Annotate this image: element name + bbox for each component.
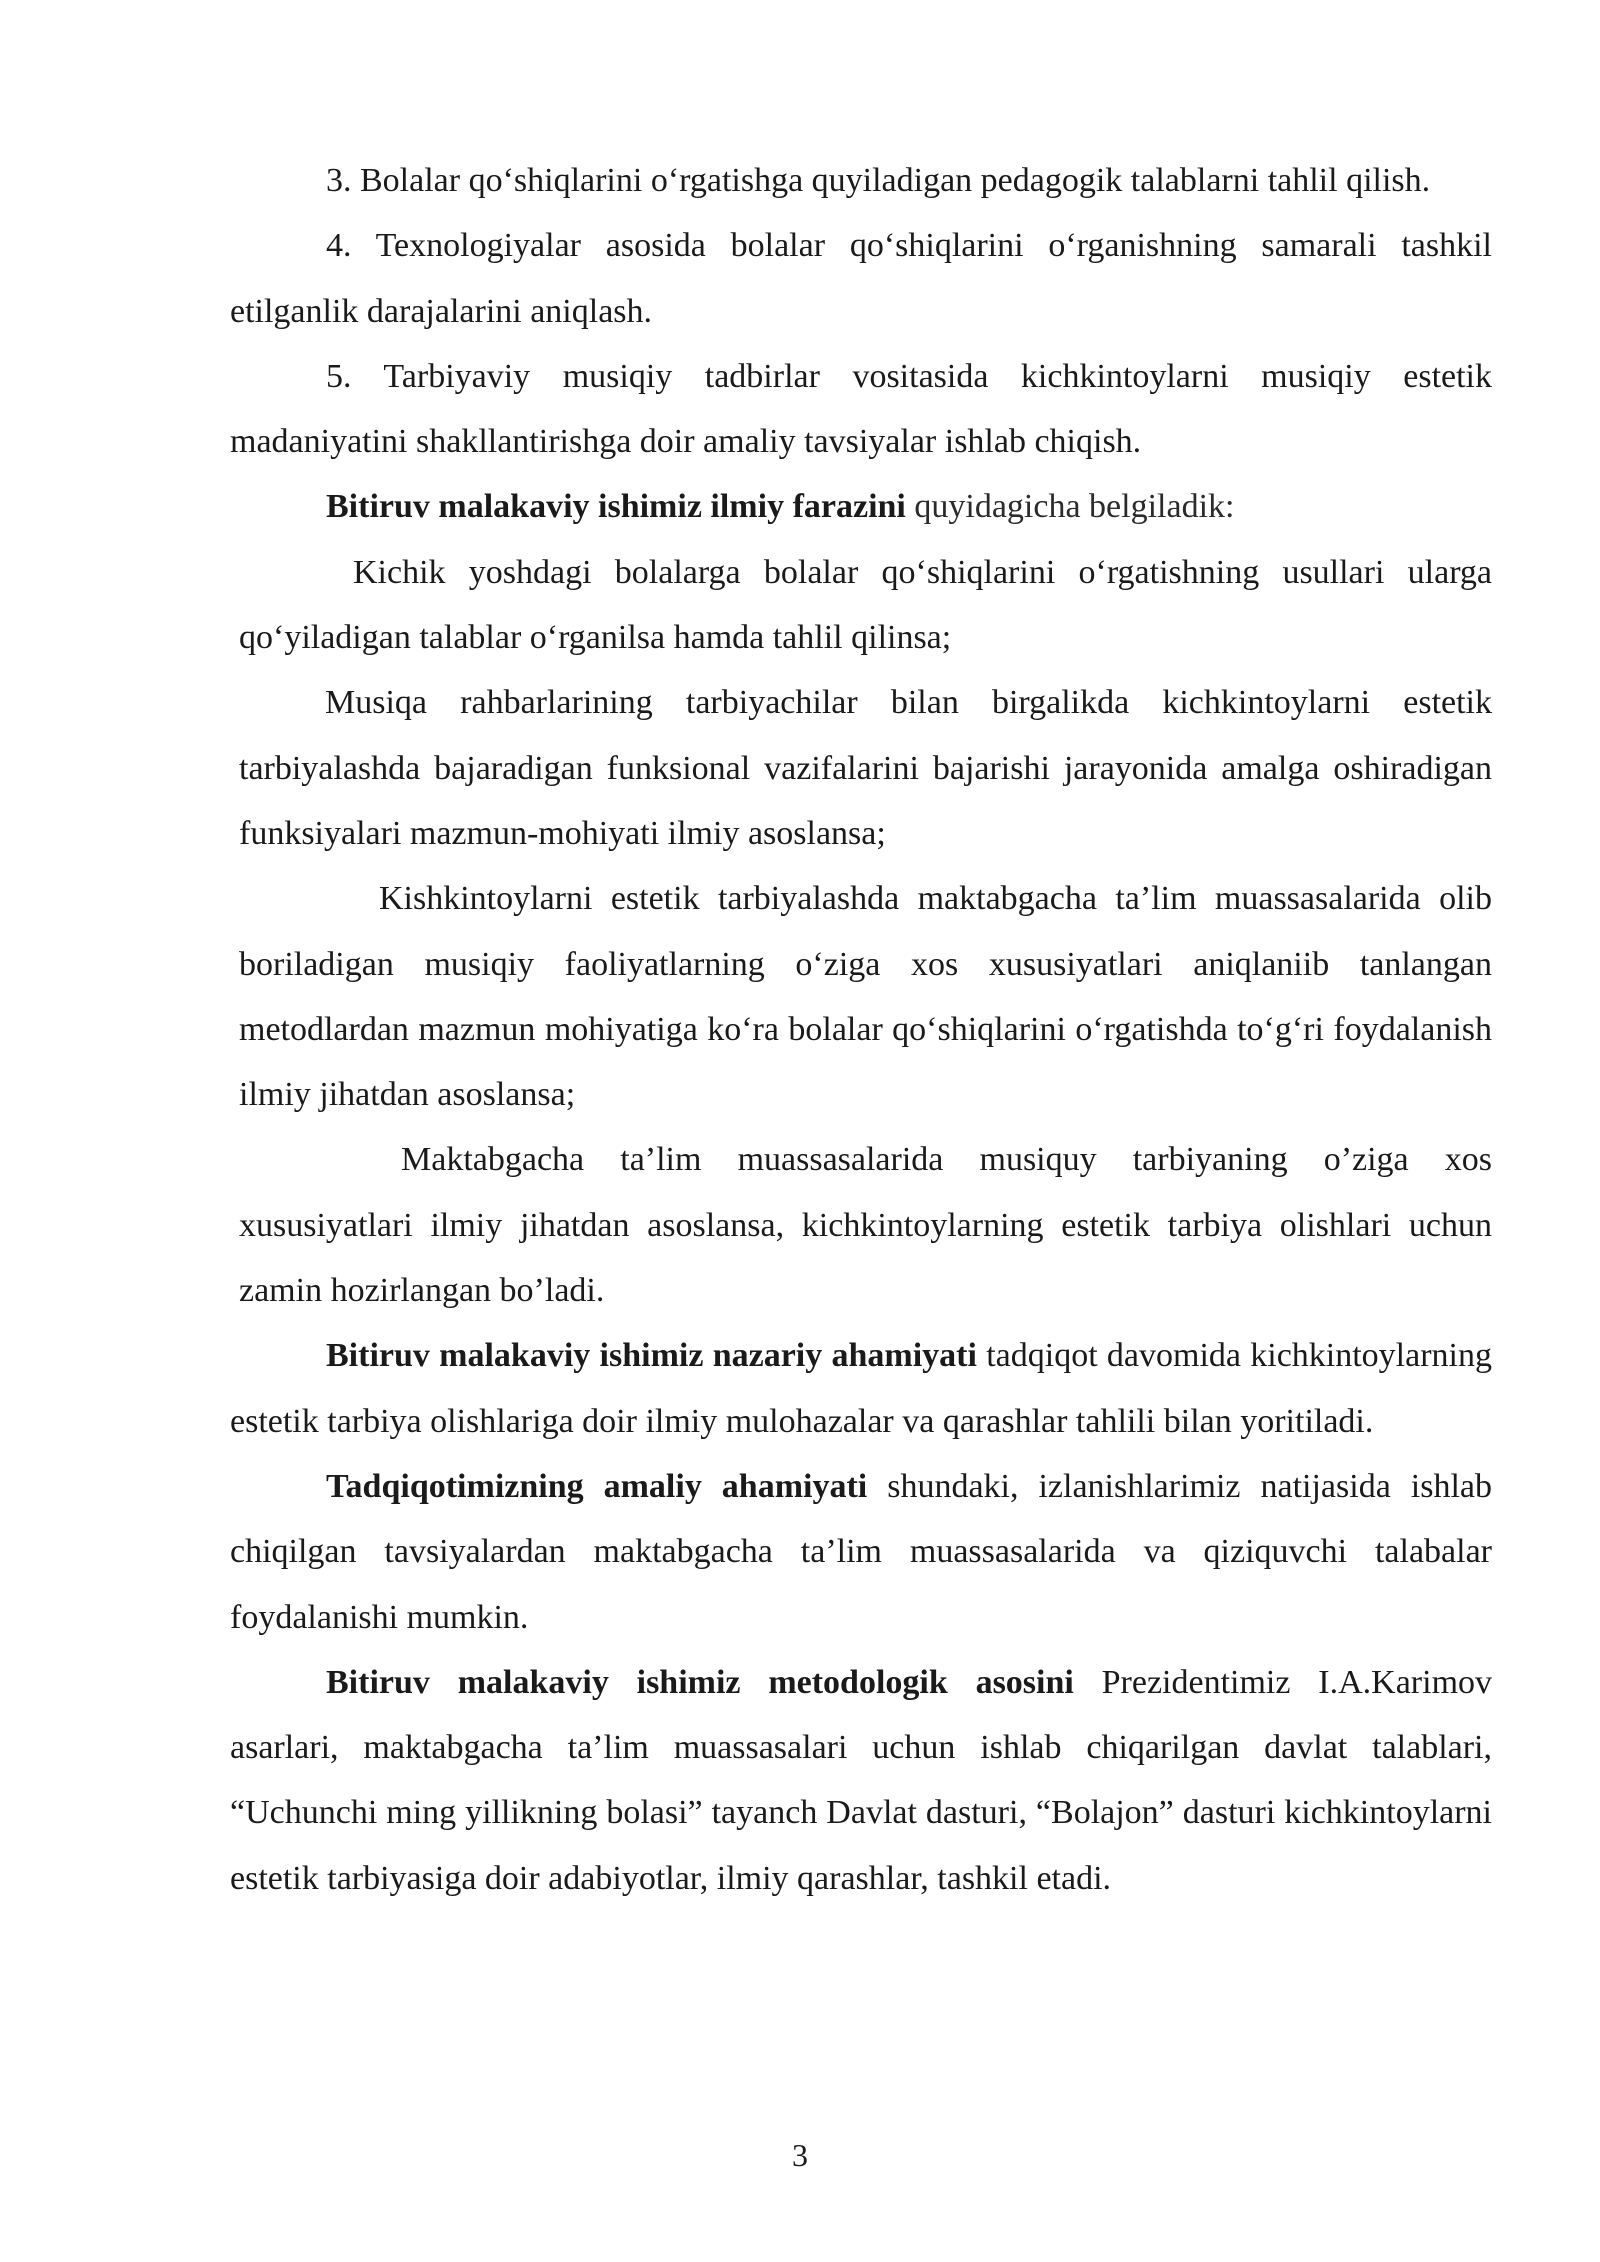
- hypothesis-item-2: Musiqa rahbarlarining tarbiyachilar bilan birgalikda kichkintoylarni estetik tarbiyalashda bajaradigan funksional vazifalarini bajarishi jarayonida amalga oshiradigan funksiyalari mazmun-mohiyati ilmiy asoslansa;: [239, 684, 1492, 852]
- hypothesis-item-4: Maktabgacha ta’lim muassasalarida musiquy tarbiyaning o’ziga xos xususiyatlari ilmiy jihatdan asoslansa, kichkintoylarning estetik tarbiya olishlari uchun zamin hozirlangan bo’ladi.: [239, 1141, 1492, 1310]
- objective-3: 3. Bolalar qo‘shiqlarini o‘rgatishga quyiladigan pedagogik talablarni tahlil qilish.: [326, 162, 1431, 199]
- methodological-basis-heading: Bitiruv malakaviy ishimiz metodologik asosini: [326, 1663, 1074, 1701]
- page-number: 3: [792, 2137, 808, 2173]
- practical-significance-heading: Tadqiqotimizning amaliy ahamiyati: [326, 1467, 868, 1505]
- document-body: [230, 148, 1492, 1911]
- methodological-basis-text: Prezidentimiz I.A.Karimov asarlari, maktabgacha ta’lim muassasalari uchun ishlab chiqarilgan davlat talablari, “Uchunchi ming yillikning bolasi” tayanch Davlat dasturi, “Bolajon” dasturi kichkintoylarni estetik tarbiyasiga doir adabiyotlar, ilmiy qarashlar, tashkil etadi.: [230, 1663, 1493, 1897]
- hypothesis-heading: Bitiruv malakaviy ishimiz ilmiy farazini: [326, 488, 906, 526]
- theoretical-significance-text: tadqiqot davomida kichkintoylarning estetik tarbiya olishlariga doir ilmiy mulohazalar va qarashlar tahlili bilan yoritiladi.: [230, 1337, 1492, 1440]
- hypothesis-intro-text: quyidagicha belgiladik:: [905, 488, 1235, 526]
- practical-significance: [230, 1454, 1492, 1650]
- theoretical-significance: [230, 1323, 1492, 1454]
- methodological-basis: [230, 1650, 1492, 1911]
- hypothesis-item-3: Kishkintoylarni estetik tarbiyalashda maktabgacha ta’lim muassasalarida olib boriladigan musiqiy faoliyatlarning o‘ziga xos xususiyatlari aniqlaniib tanlangan metodlardan mazmun mohiyatiga ko‘ra bolalar qo‘shiqlarini o‘rgatishda to‘g‘ri foydalanish ilmiy jihatdan asoslansa;: [239, 880, 1492, 1114]
- objective-4: 4. Texnologiyalar asosida bolalar qo‘shiqlarini o‘rganishning samarali tashkil etilganlik darajalarini aniqlash.: [230, 227, 1492, 330]
- theoretical-significance-heading: Bitiruv malakaviy ishimiz nazariy ahamiyati: [326, 1337, 977, 1375]
- practical-significance-text: shundaki, izlanishlarimiz natijasida ishlab chiqilgan tavsiyalardan maktabgacha ta’lim muassasalarida va qiziquvchi talabalar foydalanishi mumkin.: [230, 1467, 1492, 1636]
- hypothesis-intro: [230, 474, 1492, 539]
- objective-5: 5. Tarbiyaviy musiqiy tadbirlar vositasida kichkintoylarni musiqiy estetik madaniyatini shakllantirishga doir amaliy tavsiyalar ishlab chiqish.: [230, 357, 1492, 461]
- hypothesis-item-1: Kichik yoshdagi bolalarga bolalar qo‘shiqlarini o‘rgatishning usullari ularga qo‘yiladigan talablar o‘rganilsa hamda tahlil qilinsa;: [239, 553, 1492, 657]
